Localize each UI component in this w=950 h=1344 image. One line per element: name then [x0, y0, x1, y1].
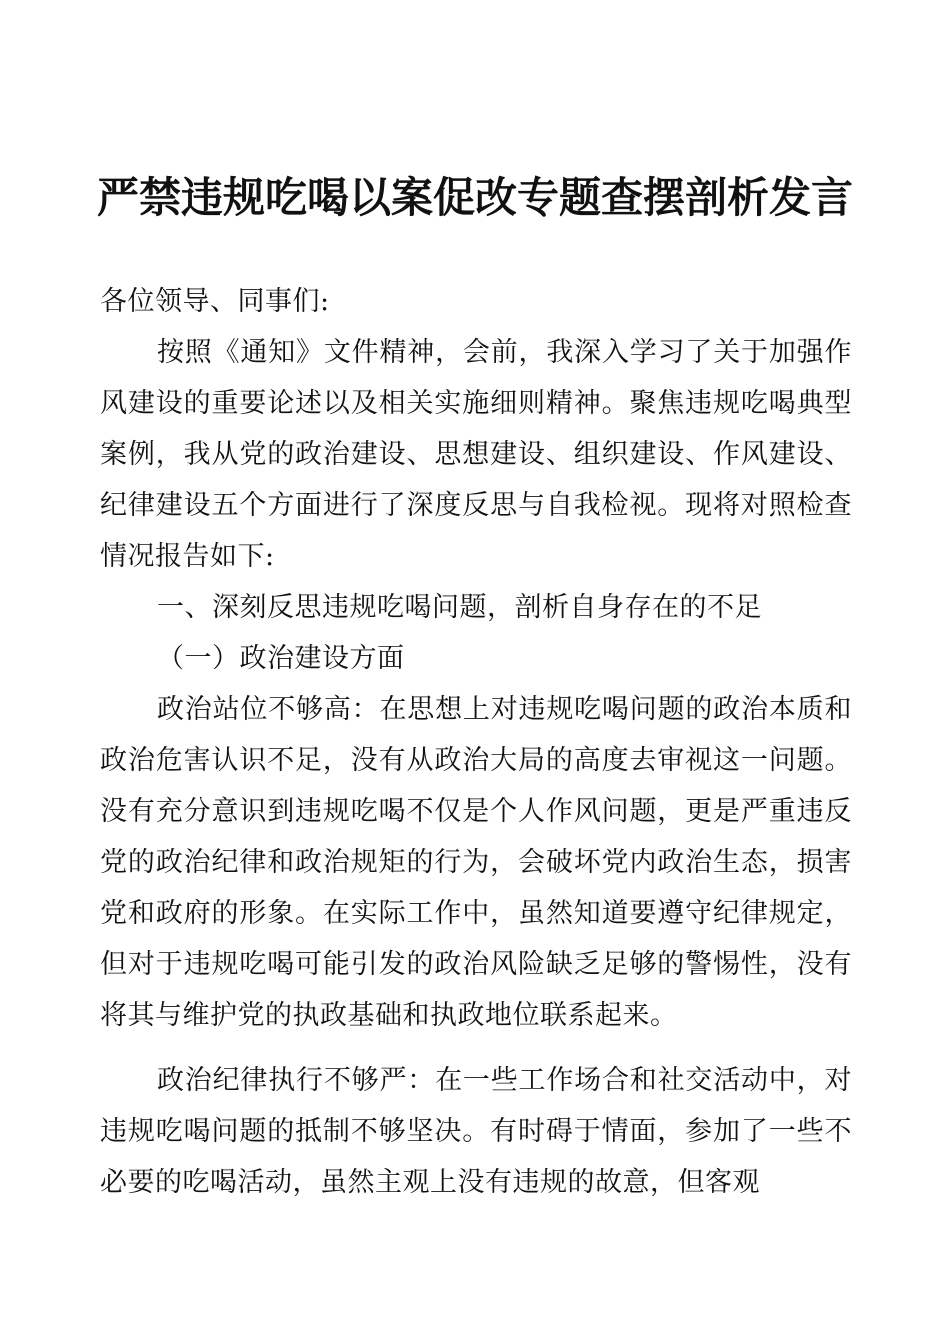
document-body — [100, 276, 852, 1208]
document-title: 严禁违规吃喝以案促改专题查摆剖析发言 — [96, 173, 853, 222]
paragraph-intro: 按照《通知》文件精神，会前，我深入学习了关于加强作风建设的重要论述以及相关实施细则精神。聚焦违规吃喝典型案例，我从党的政治建设、思想建设、组织建设、作风建设、纪律建设五个方面进行了深度反思与自我检视。现将对照检查情况报告如下: — [100, 337, 852, 572]
subsection-heading-political: （一）政治建设方面 — [157, 643, 405, 674]
paragraph-political-discipline: 政治纪律执行不够严：在一些工作场合和社交活动中，对违规吃喝问题的抵制不够坚决。有时碍于情面，参加了一些不必要的吃喝活动，虽然主观上没有违规的故意，但客观 — [100, 1065, 852, 1198]
paragraph-political-stance: 政治站位不够高：在思想上对违规吃喝问题的政治本质和政治危害认识不足，没有从政治大局的高度去审视这一问题。没有充分意识到违规吃喝不仅是个人作风问题，更是严重违反党的政治纪律和政治规矩的行为，会破坏党内政治生态，损害党和政府的形象。在实际工作中，虽然知道要遵守纪律规定，但对于违规吃喝可能引发的政治风险缺乏足够的警惕性，没有将其与维护党的执政基础和执政地位联系起来。 — [100, 694, 852, 1031]
salutation: 各位领导、同事们: — [100, 286, 330, 317]
section-heading-1: 一、深刻反思违规吃喝问题，剖析自身存在的不足 — [157, 592, 762, 623]
